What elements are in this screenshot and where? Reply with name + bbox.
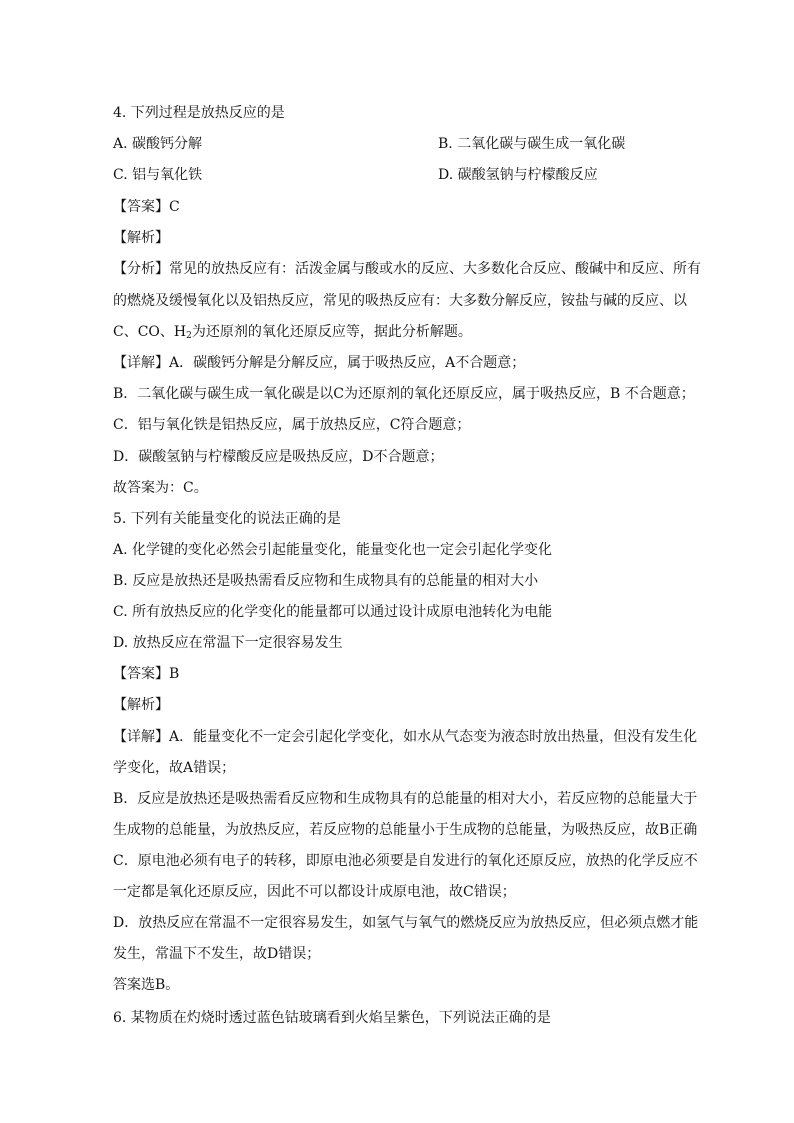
q4-detail-d: D．碳酸氢钠与柠檬酸反应是吸热反应，D不合题意； — [113, 449, 444, 465]
q4-fenxi-line3 — [113, 322, 472, 342]
q5-detail-d-2: 发生，常温下不发生，故D错误； — [113, 946, 321, 962]
h2-subscript: 2 — [186, 331, 192, 341]
q4-fenxi-line3-b: 为还原剂的氧化还原反应等，据此分析解题。 — [191, 324, 472, 340]
q5-analysis-heading: 【解析】 — [113, 697, 169, 713]
q4-option-c: C. 铝与氧化铁 — [113, 167, 203, 183]
q4-conclusion: 故答案为：C。 — [113, 480, 208, 496]
q5-option-a: A. 化学键的变化必然会引起能量变化，能量变化也一定会引起化学变化 — [113, 542, 553, 558]
q4-fenxi-line1: 【分析】常见的放热反应有：活泼金属与酸或水的反应、大多数化合反应、酸碱中和反应、所有 — [113, 261, 701, 277]
q5-detail-a-2: 学变化，故A错误； — [113, 760, 236, 776]
q4-detail-c: C．铝与氧化铁是铝热反应，属于放热反应，C符合题意； — [113, 417, 471, 433]
q5-detail-c-2: 一定都是氧化还原反应，因此不可以都设计成原电池，故C错误； — [113, 884, 516, 900]
q6-stem: 6. 某物质在灼烧时透过蓝色钴玻璃看到火焰呈紫色，下列说法正确的是 — [113, 1010, 551, 1026]
q4-fenxi-line2: 的燃烧及缓慢氧化以及铝热反应，常见的吸热反应有：大多数分解反应，铵盐与碱的反应、以 — [113, 293, 687, 309]
q4-detail-a: 【详解】A．碳酸钙分解是分解反应，属于吸热反应，A不合题意； — [113, 355, 526, 371]
q5-detail-b-2: 生成物的总能量，为放热反应，若反应物的总能量小于生成物的总能量，为吸热反应，故B正确 — [113, 822, 698, 838]
q4-stem: 4. 下列过程是放热反应的是 — [113, 105, 285, 121]
q5-detail-b-1: B．反应是放热还是吸热需看反应物和生成物具有的总能量的相对大小，若反应物的总能量大于 — [113, 791, 698, 807]
q5-stem: 5. 下列有关能量变化的说法正确的是 — [113, 511, 341, 527]
q4-option-b: B. 二氧化碳与碳生成一氧化碳 — [438, 136, 626, 152]
q4-answer: 【答案】C — [113, 199, 180, 215]
q4-analysis-heading: 【解析】 — [113, 230, 169, 246]
q4-detail-b: B．二氧化碳与碳生成一氧化碳是以C为还原剂的氧化还原反应，属于吸热反应，B 不合题意； — [113, 386, 695, 402]
q4-option-d: D. 碳酸氢钠与柠檬酸反应 — [438, 167, 598, 183]
q5-detail-d-1: D．放热反应在常温不一定很容易发生，如氢气与氧气的燃烧反应为放热反应，但必须点燃才能 — [113, 915, 699, 931]
q4-option-a: A. 碳酸钙分解 — [113, 136, 203, 152]
q5-detail-c-1: C．原电池必须有电子的转移，即原电池必须要是自发进行的氧化还原反应，放热的化学反应不 — [113, 853, 698, 869]
q5-answer: 【答案】B — [113, 666, 180, 682]
q5-option-b: B. 反应是放热还是吸热需看反应物和生成物具有的总能量的相对大小 — [113, 573, 539, 589]
q5-conclusion: 答案选B。 — [113, 977, 180, 993]
q5-detail-a-1: 【详解】A．能量变化不一定会引起化学变化，如水从气态变为液态时放出热量，但没有发生化 — [113, 729, 698, 745]
q5-option-c: C. 所有放热反应的化学变化的能量都可以通过设计成原电池转化为电能 — [113, 604, 553, 620]
q4-fenxi-line3-a: C、CO、H — [113, 324, 187, 340]
q5-option-d: D. 放热反应在常温下一定很容易发生 — [113, 635, 343, 651]
